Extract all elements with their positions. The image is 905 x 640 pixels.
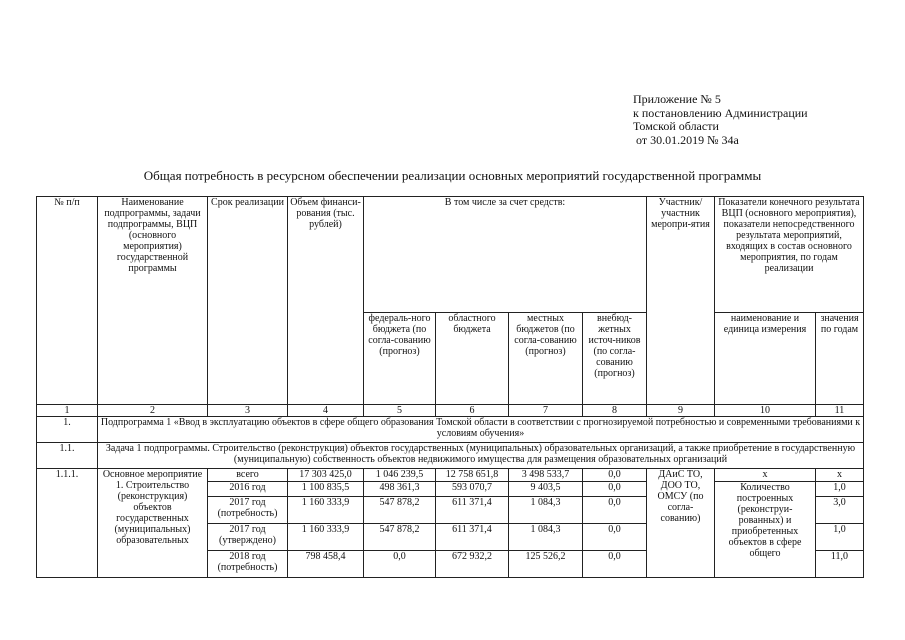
extra-cell: 0,0 [583, 482, 647, 497]
regional-cell: 672 932,2 [436, 551, 509, 578]
col-number: 1 [37, 405, 98, 417]
federal-cell: 1 046 239,5 [364, 469, 436, 482]
extra-cell: 0,0 [583, 524, 647, 551]
extra-cell: 0,0 [583, 551, 647, 578]
col-number: 5 [364, 405, 436, 417]
regional-cell: 593 070,7 [436, 482, 509, 497]
task-num: 1.1. [37, 443, 98, 469]
header-volume: Объем финанси-рования (тыс. рублей) [288, 197, 364, 405]
appendix-line-4: от 30.01.2019 № 34а [636, 132, 739, 147]
appendix-line-3: Томской области [633, 119, 719, 133]
col-number: 8 [583, 405, 647, 417]
local-cell: 125 526,2 [509, 551, 583, 578]
col-number: 4 [288, 405, 364, 417]
header-ind-name: наименование и единица измерения [715, 313, 816, 405]
col-number: 10 [715, 405, 816, 417]
regional-cell: 611 371,4 [436, 497, 509, 524]
subprogram-text: Подпрограмма 1 «Ввод в эксплуатацию объектов в сфере общего образования Томской области в соответствии с прогнозируемой потребностью и современными требованиями к условиям обучения» [98, 417, 864, 443]
col-number: 3 [208, 405, 288, 417]
volume-cell: 798 458,4 [288, 551, 364, 578]
header-num: № п/п [37, 197, 98, 405]
header-name: Наименование подпрограммы, задачи подпрограммы, ВЦП (основного мероприятия) государственной программы [98, 197, 208, 405]
term-cell: 2016 год [208, 482, 288, 497]
indicator-value: 11,0 [816, 551, 864, 578]
term-cell: 2017 год (потребность) [208, 497, 288, 524]
indicator-value: 1,0 [816, 482, 864, 497]
appendix-block [633, 93, 808, 147]
regional-cell: 611 371,4 [436, 524, 509, 551]
header-local: местных бюджетов (по согла-сованию (прогноз) [509, 313, 583, 405]
term-cell: 2017 год (утверждено) [208, 524, 288, 551]
federal-cell: 547 878,2 [364, 497, 436, 524]
extra-cell: 0,0 [583, 469, 647, 482]
volume-cell: 17 303 425,0 [288, 469, 364, 482]
subprogram-row [37, 417, 864, 443]
header-sources: В том числе за счет средств: [364, 197, 647, 313]
volume-cell: 1 160 333,9 [288, 524, 364, 551]
col-number: 6 [436, 405, 509, 417]
measure-total-row [37, 469, 864, 482]
measure-name: Основное мероприятие 1. Строительство (реконструкция) объектов государственных (муниципальных) образовательных [98, 469, 208, 578]
local-cell: 1 084,3 [509, 524, 583, 551]
federal-cell: 498 361,3 [364, 482, 436, 497]
header-participant: Участник/ участник меропри-ятия [647, 197, 715, 405]
term-cell: всего [208, 469, 288, 482]
volume-cell: 1 100 835,5 [288, 482, 364, 497]
col-number: 2 [98, 405, 208, 417]
col-number: 9 [647, 405, 715, 417]
header-regional: областного бюджета [436, 313, 509, 405]
measure-num: 1.1.1. [37, 469, 98, 578]
extra-cell: 0,0 [583, 497, 647, 524]
header-federal: федераль-ного бюджета (по согла-сованию (прогноз) [364, 313, 436, 405]
appendix-line-1: Приложение № 5 [633, 92, 721, 106]
resource-table [36, 196, 864, 578]
indicator-value-total: х [816, 469, 864, 482]
federal-cell: 547 878,2 [364, 524, 436, 551]
header-term: Срок реализации [208, 197, 288, 405]
task-text: Задача 1 подпрограммы. Строительство (реконструкция) объектов государственных (муниципальных) образовательных организаций, а также приобретение в государственную (муниципальную) собственность объектов недвижимого имущества для размещения образовательных организаций [98, 443, 864, 469]
indicator-name: Количество построенных (реконструи-рованных) и приобретенных объектов в сфере общего [715, 482, 816, 578]
subprogram-num: 1. [37, 417, 98, 443]
local-cell: 9 403,5 [509, 482, 583, 497]
indicator-value: 1,0 [816, 524, 864, 551]
regional-cell: 12 758 651,8 [436, 469, 509, 482]
volume-cell: 1 160 333,9 [288, 497, 364, 524]
indicator-value: 3,0 [816, 497, 864, 524]
appendix-line-2: к постановлению Администрации [633, 105, 808, 120]
page-title: Общая потребность в ресурсном обеспечении реализации основных мероприятий государственной программы [143, 168, 762, 183]
participant-cell: ДАиС ТО, ДОО ТО, ОМСУ (по согла-сованию) [647, 469, 715, 578]
col-number: 7 [509, 405, 583, 417]
federal-cell: 0,0 [364, 551, 436, 578]
header-indicators: Показатели конечного результата ВЦП (основного мероприятия), показатели непосредственного результата мероприятий, входящих в состав основного мероприятия, по годам реализации [715, 197, 864, 313]
task-row [37, 443, 864, 469]
local-cell: 3 498 533,7 [509, 469, 583, 482]
header-ind-value: значения по годам [816, 313, 864, 405]
header-extra: внебюд-жетных источ-ников (по согла-сованию (прогноз) [583, 313, 647, 405]
indicator-name-total: х [715, 469, 816, 482]
term-cell: 2018 год (потребность) [208, 551, 288, 578]
col-number: 11 [816, 405, 864, 417]
local-cell: 1 084,3 [509, 497, 583, 524]
column-numbers-row [37, 405, 864, 417]
